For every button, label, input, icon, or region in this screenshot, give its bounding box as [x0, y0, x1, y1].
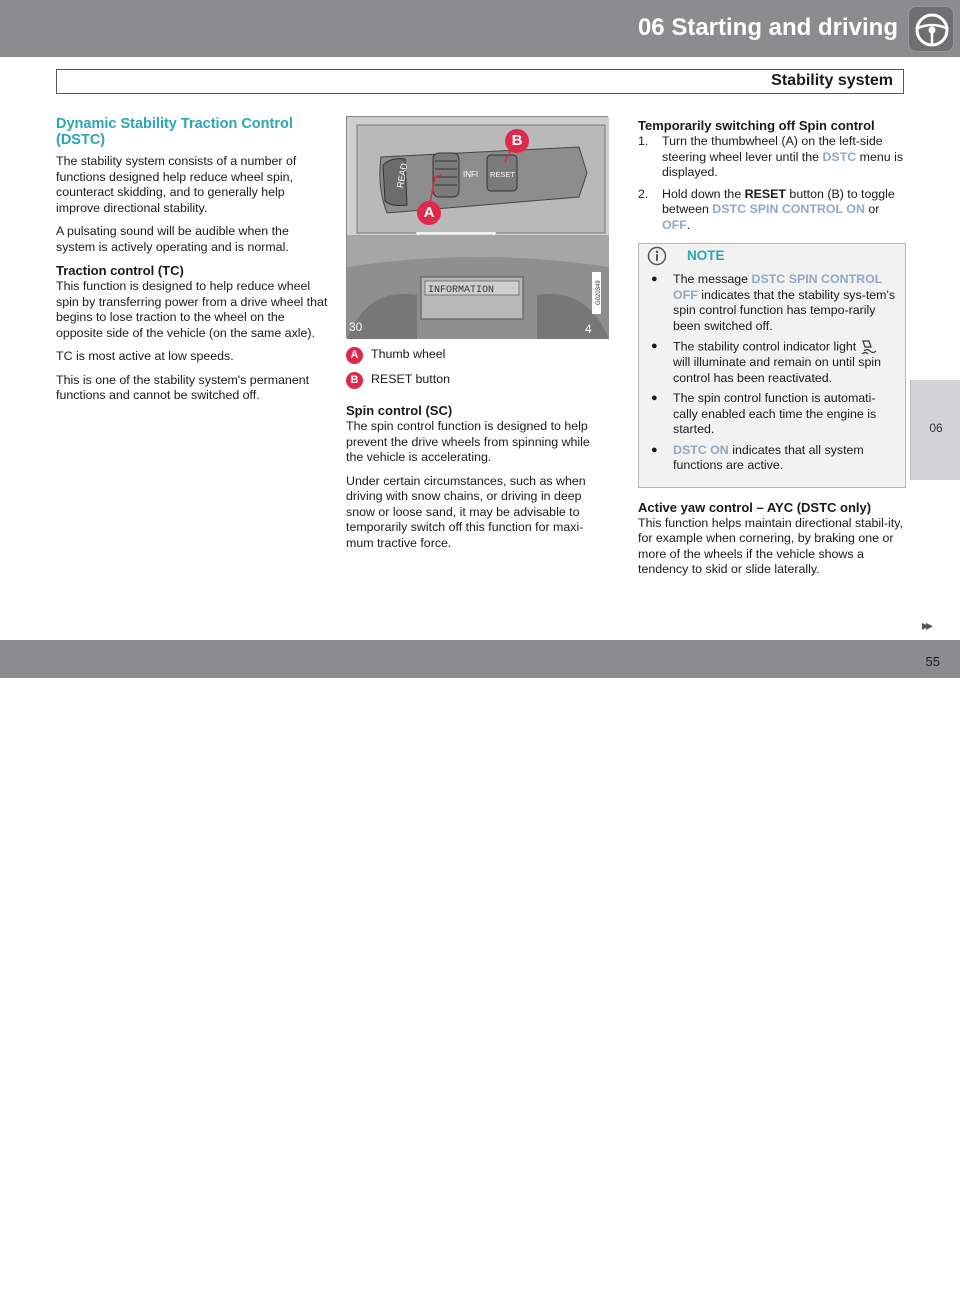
note-box [638, 243, 906, 488]
note-item [651, 272, 897, 334]
legend-marker-b: B [346, 372, 363, 389]
step-item [638, 134, 906, 181]
page-number: 55 [925, 654, 940, 669]
dstc-menu-text: DSTC [822, 149, 857, 164]
steering-wheel-icon [908, 6, 954, 52]
watermark-text: carmanualsonline.info [592, 1288, 847, 1315]
tc-low-speed-paragraph: TC is most active at low speeds. [56, 349, 234, 363]
note-item [651, 339, 897, 386]
step-number: 1. [638, 134, 649, 148]
note-text: The message [673, 272, 752, 286]
step-number: 2. [638, 186, 649, 201]
spin-control-off-text: DSTC SPIN CONTROL OFF [673, 272, 883, 302]
figure-code: G020349 [592, 272, 601, 314]
note-text: will illuminate and remain on until spin control has been reactivated. [673, 355, 881, 385]
note-item [651, 443, 897, 474]
next-page-arrows: ▸▸ [922, 617, 931, 633]
dstc-heading: Dynamic Stability Traction Control (DSTC) [56, 116, 293, 148]
ayc-paragraph: This function helps maintain directional stabil-ity, for example when cornering, by braking one or more of the wheels if the vehicle shows a tendency to skid or slide laterally. [638, 515, 903, 576]
sc-circumstances-paragraph: Under certain circumstances, such as when driving with snow chains, or driving in deep snow or loose sand, it may be advisable to temporarily switch off this function for maxi-mum tractive force. [346, 473, 586, 550]
page-footer [0, 640, 960, 1315]
note-text: The spin control function is automati-cally enabled each time the engine is started. [673, 391, 877, 436]
infi-label: INFI [463, 170, 479, 179]
note-text: indicates that all system functions are active. [673, 442, 864, 472]
legend-item-thumb-wheel [346, 344, 608, 366]
section-bar [56, 69, 904, 94]
step-item [638, 187, 906, 234]
note-text: The stability control indicator light [673, 339, 860, 354]
step-text: Hold down the [662, 186, 745, 201]
middle-column [346, 116, 608, 559]
tc-permanent-paragraph: This is one of the stability system's permanent functions and cannot be switched off. [56, 372, 310, 402]
step-text: . [686, 217, 691, 232]
dstc-on-text: DSTC ON [673, 442, 729, 457]
chapter-side-tab [910, 380, 960, 480]
tc-paragraph: This function is designed to help reduce wheel spin by transferring power from a drive wheel that begins to lose traction to the wheel on the opposite side of the vehicle (on the same axle). [56, 279, 328, 340]
left-column [56, 116, 328, 412]
read-label: READ [395, 162, 410, 189]
information-display-label: INFORMATION [428, 285, 495, 296]
right-column [638, 116, 906, 586]
legend-text: Thumb wheel [371, 347, 446, 362]
note-label: NOTE [687, 248, 725, 264]
off-text: OFF [662, 217, 687, 232]
chapter-title: 06 Starting and driving [637, 14, 898, 41]
step-text: button (B) to toggle between [662, 186, 895, 216]
legend-item-reset-button [346, 369, 608, 391]
intro-paragraph: The stability system consists of a number of functions designed help reduce wheel spin, counteract skidding, and to generally help improve directional stability. [56, 154, 297, 215]
bullet: ● [651, 443, 658, 456]
info-icon [647, 246, 667, 266]
sound-paragraph: A pulsating sound will be audible when the system is actively operating and is normal. [56, 224, 289, 254]
callout-a-marker: A [417, 201, 441, 225]
bullet: ● [651, 273, 658, 285]
steering-lever-figure [346, 116, 608, 338]
callout-b-marker: B [505, 129, 529, 153]
note-list [639, 272, 905, 474]
steps-list [638, 134, 906, 233]
temp-switch-heading: Temporarily switching off Spin control [638, 118, 875, 133]
note-header [639, 244, 905, 268]
note-text: indicates that the stability sys-tem's spin control function has tempo-rarily been switched off. [673, 287, 896, 333]
legend-text: RESET button [371, 372, 450, 387]
tc-heading: Traction control (TC) [56, 263, 184, 278]
gauge-4-label: 4 [585, 322, 592, 336]
side-tab-label: 06 [929, 421, 943, 435]
stability-control-indicator-icon [860, 339, 878, 355]
sc-heading: Spin control (SC) [346, 403, 453, 418]
step-text: Turn the thumbwheel (A) on the left-side steering wheel lever until the [662, 134, 883, 164]
reset-text: RESET [744, 186, 786, 201]
reset-label: RESET [490, 170, 516, 179]
sc-paragraph: The spin control function is designed to help prevent the drive wheels from spinning while the vehicle is accelerating. [346, 419, 590, 464]
bullet: ● [651, 392, 658, 404]
ayc-heading: Active yaw control – AYC (DSTC only) [638, 499, 872, 515]
note-item [651, 391, 897, 438]
chapter-header [0, 0, 960, 57]
gauge-30-label: 30 [349, 320, 363, 334]
step-text: or [864, 202, 880, 216]
step-text: menu is displayed. [662, 149, 904, 179]
spin-control-on-text: DSTC SPIN CONTROL ON [712, 202, 865, 216]
section-title: Stability system [771, 72, 893, 89]
legend-marker-a: A [346, 347, 363, 364]
lever-illustration [347, 117, 609, 339]
bullet: ● [651, 340, 658, 352]
